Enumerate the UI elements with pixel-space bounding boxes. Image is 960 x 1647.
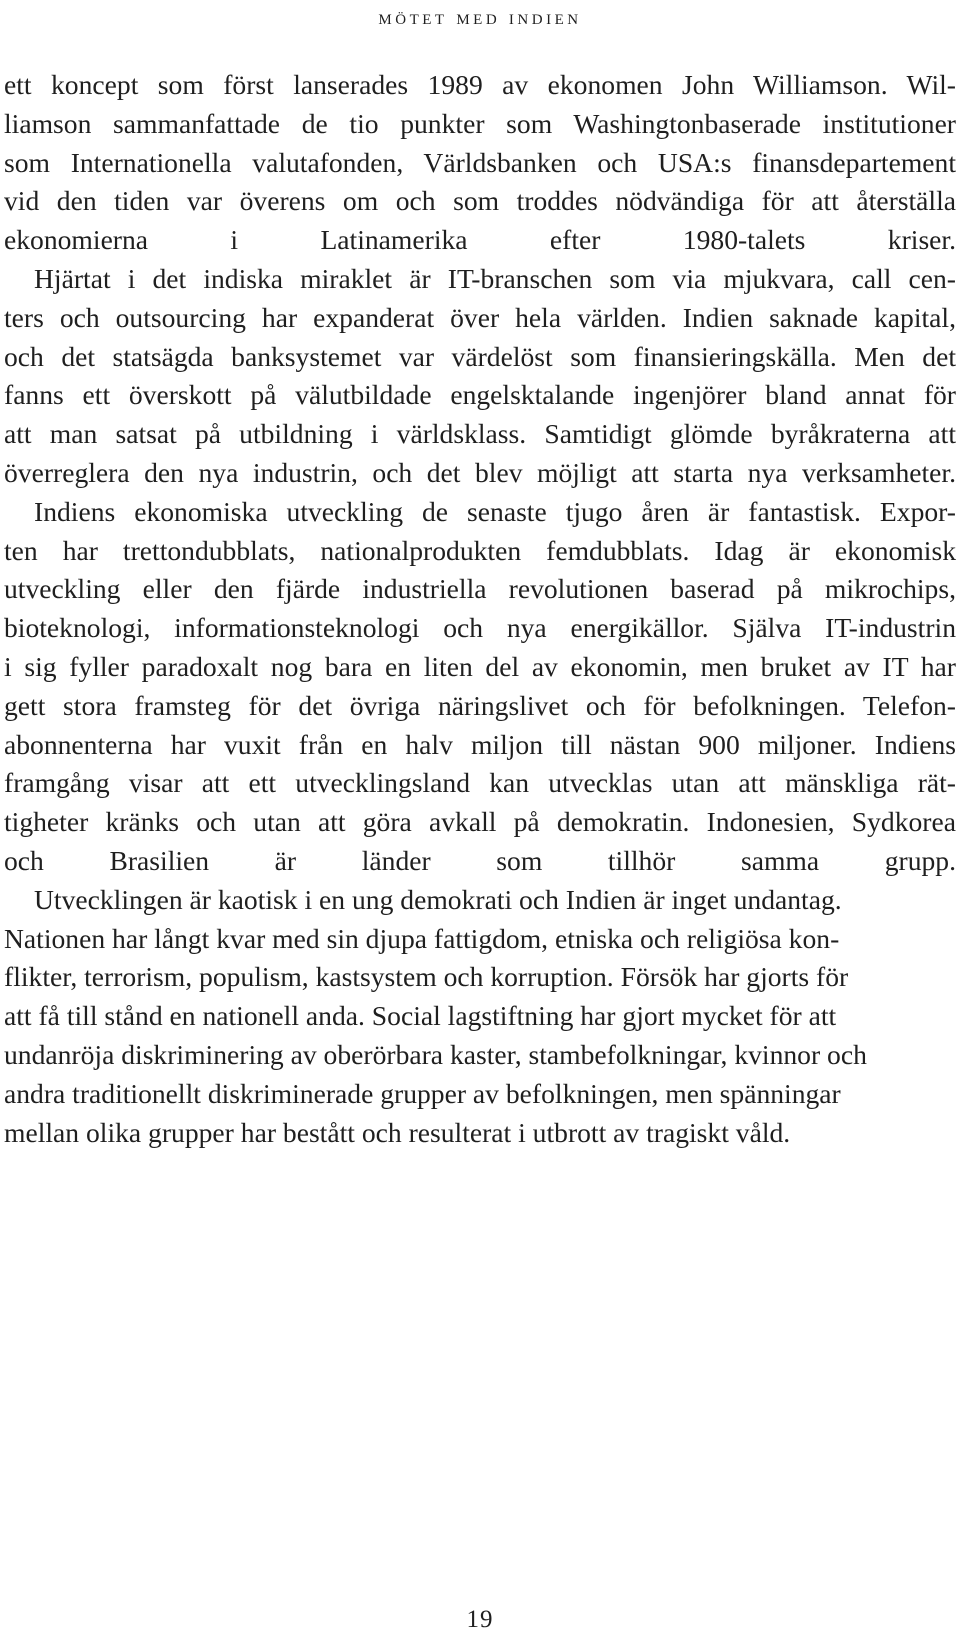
paragraph [4, 260, 956, 493]
text-line: flikter, terrorism, populism, kastsystem och korruption. Försök har gjorts för [4, 961, 849, 993]
text-line: Nationen har långt kvar med sin djupa fattigdom, etniska och religiösa kon- [4, 922, 840, 954]
running-head: mötet med indien [378, 5, 582, 29]
text-line: att man satsat på utbildning i världsklass. Samtidigt glömde byråkraterna att [4, 418, 956, 450]
text-line: mellan olika grupper har bestått och resulterat i utbrott av tragiskt våld. [4, 1116, 791, 1148]
text-line: Utvecklingen är kaotisk i en ung demokrati och Indien är inget undantag. [34, 883, 842, 915]
text-line: ters och outsourcing har expanderat över hela världen. Indien saknade kapital, [4, 301, 956, 333]
text-line: gett stora framsteg för det övriga näringslivet och för befolkningen. Telefon- [4, 689, 956, 721]
text-line: och det statsägda banksystemet var värdelöst som finansieringskälla. Men det [4, 340, 956, 372]
body-text [4, 66, 956, 1152]
text-line: tigheter kränks och utan att göra avkall på demokratin. Indonesien, Sydkorea [4, 806, 956, 838]
text-line: vid den tiden var överens om och som troddes nödvändiga för att återställa [4, 185, 956, 217]
text-line: ett koncept som först lanserades 1989 av ekonomen John Williamson. Wil- [4, 69, 956, 100]
text-line: undanröja diskriminering av oberörbara kaster, stambefolkningar, kvinnor och [4, 1038, 867, 1070]
text-line: Hjärtat i det indiska miraklet är IT-branschen som via mjukvara, call cen- [34, 262, 956, 294]
text-line: abonnenterna har vuxit från en halv miljon till nästan 900 miljoner. Indiens [4, 728, 956, 760]
text-line: Indiens ekonomiska utveckling de senaste tjugo åren är fantastisk. Expor- [34, 495, 956, 527]
paragraph [4, 881, 956, 1153]
text-line: i sig fyller paradoxalt nog bara en liten del av ekonomin, men bruket av IT har [4, 650, 956, 682]
text-line: fanns ett överskott på välutbildade engelsktalande ingenjörer bland annat för [4, 379, 956, 411]
paragraph [4, 493, 956, 881]
text-line: liamson sammanfattade de tio punkter som Washingtonbaserade institutioner [4, 107, 956, 139]
text-line: och Brasilien är länder som tillhör samma grupp. [4, 844, 956, 876]
paragraph [4, 66, 956, 260]
text-line: att få till stånd en nationell anda. Social lagstiftning har gjort mycket för att [4, 1000, 837, 1032]
text-line: bioteknologi, informationsteknologi och nya energikällor. Själva IT-industrin [4, 612, 956, 644]
text-line: utveckling eller den fjärde industriella revolutionen baserad på mikrochips, [4, 573, 956, 605]
text-line: ekonomierna i Latinamerika efter 1980-talets kriser. [4, 224, 956, 256]
text-line: ten har trettondubblats, nationalprodukten femdubblats. Idag är ekonomisk [4, 534, 956, 566]
text-line: framgång visar att ett utvecklingsland kan utvecklas utan att mänskliga rät- [4, 767, 956, 799]
text-line: överreglera den nya industrin, och det blev möjligt att starta nya verksamheter. [4, 456, 956, 488]
text-line: som Internationella valutafonden, Världsbanken och USA:s finansdepartement [4, 146, 956, 178]
text-line: andra traditionellt diskriminerade grupper av befolkningen, men spänningar [4, 1077, 841, 1109]
page-number: 19 [466, 1606, 494, 1633]
